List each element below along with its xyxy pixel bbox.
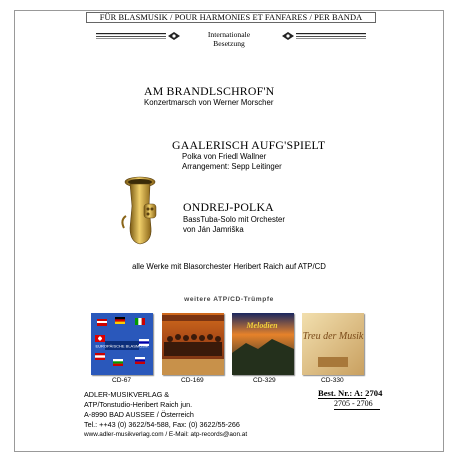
- work-credit-2b: Arrangement: Sepp Leitinger: [182, 162, 282, 171]
- flags-artwork: [91, 313, 153, 375]
- order-extra-underline: [334, 409, 380, 410]
- publisher-web-link[interactable]: www.adler-musikverlag.com / E-Mail: atp-records@aon.at: [84, 431, 248, 438]
- publisher-line-1: ADLER-MUSIKVERLAG &: [84, 390, 170, 399]
- order-number: Best. Nr.: A: 2704: [318, 388, 383, 398]
- cd-cover-169[interactable]: [162, 313, 224, 375]
- cd-label-329: CD-329: [253, 377, 276, 384]
- sunset-artwork: [232, 313, 294, 375]
- work-title-2: GAALERISCH AUFG'SPIELT: [172, 138, 326, 152]
- cd-label-169: CD-169: [181, 377, 204, 384]
- treu-der-musik-artwork: [302, 313, 364, 375]
- publisher-line-2: ATP/Tonstudio-Heribert Raich jun.: [84, 400, 193, 409]
- edition-label: Internationale Besetzung: [207, 30, 251, 48]
- work-credit-1: Konzertmarsch von Werner Morscher: [144, 98, 274, 107]
- cd-cover-329-text: Melodien: [246, 321, 278, 330]
- recording-note: alle Werke mit Blasorchester Heribert Raich auf ATP/CD: [132, 262, 326, 271]
- cd-section-heading: weitere ATP/CD-Trümpfe: [184, 296, 274, 303]
- work-credit-3b: von Ján Jamriška: [183, 225, 244, 234]
- work-credit-3a: BassTuba-Solo mit Orchester: [183, 215, 285, 224]
- cd-cover-67-text: EUROPÄISCHE BLASMUSIK: [95, 343, 149, 349]
- work-credit-2a: Polka von Friedl Wallner: [182, 152, 267, 161]
- publisher-address: A-8990 BAD AUSSEE / Österreich: [84, 410, 194, 419]
- work-title-3: ONDREJ-POLKA: [183, 200, 274, 214]
- cd-label-67: CD-67: [112, 377, 132, 384]
- band-photo-artwork: [162, 313, 224, 375]
- left-decoration: [96, 31, 182, 41]
- cd-cover-330-text: Treu der Musik: [302, 331, 364, 342]
- eagle-emblem-icon: [282, 32, 294, 40]
- eagle-emblem-icon: [168, 32, 180, 40]
- right-decoration: [280, 31, 366, 41]
- publisher-phone: Tel.: ++43 (0) 3622/54-588, Fax: (0) 3622/55-266: [84, 420, 240, 429]
- cd-cover-329[interactable]: [232, 313, 294, 375]
- tuba-icon: [118, 176, 164, 248]
- genre-banner: FÜR BLASMUSIK / POUR HARMONIES ET FANFARES / PER BANDA: [86, 12, 376, 23]
- cd-label-330: CD-330: [321, 377, 344, 384]
- cd-cover-67[interactable]: [91, 313, 153, 375]
- cd-cover-330[interactable]: [302, 313, 364, 375]
- order-extra-numbers: 2705 - 2706: [334, 399, 373, 408]
- work-title-1: AM BRANDLSCHROF'N: [144, 84, 275, 98]
